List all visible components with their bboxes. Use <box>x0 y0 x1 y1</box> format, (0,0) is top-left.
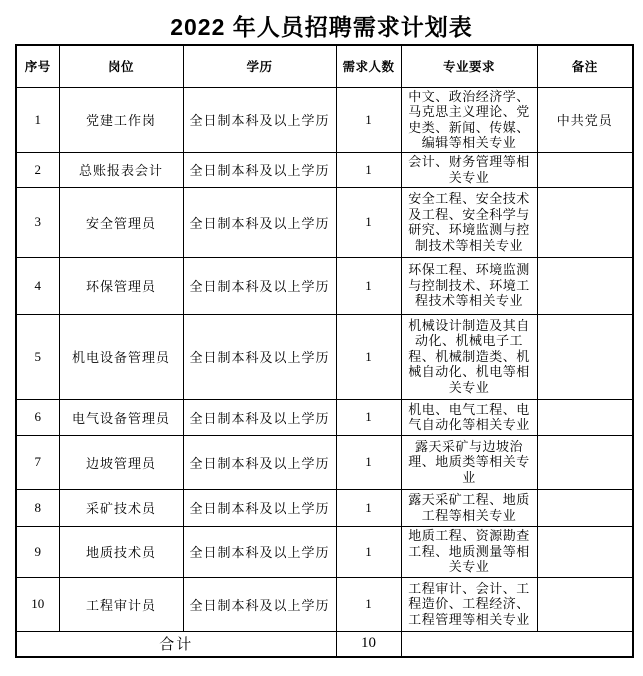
header-education: 学历 <box>183 45 336 87</box>
cell-position: 党建工作岗 <box>59 87 183 152</box>
table-row <box>16 489 633 526</box>
cell-position: 总账报表会计 <box>59 152 183 187</box>
cell-remark <box>537 152 633 187</box>
cell-education: 全日制本科及以上学历 <box>183 187 336 257</box>
footer-total-label: 合计 <box>16 631 336 657</box>
cell-no: 3 <box>16 187 59 257</box>
cell-no: 8 <box>16 489 59 526</box>
recruitment-plan-table <box>15 44 634 658</box>
cell-requirements: 环保工程、环境监测与控制技术、环境工程技术等相关专业 <box>401 257 537 314</box>
cell-requirements: 露天采矿与边坡治理、地质类等相关专业 <box>401 435 537 489</box>
table-row <box>16 87 633 152</box>
cell-remark <box>537 435 633 489</box>
table-row <box>16 257 633 314</box>
cell-remark <box>537 526 633 577</box>
cell-education: 全日制本科及以上学历 <box>183 152 336 187</box>
cell-education: 全日制本科及以上学历 <box>183 577 336 631</box>
cell-remark <box>537 489 633 526</box>
header-requirements: 专业要求 <box>401 45 537 87</box>
cell-remark: 中共党员 <box>537 87 633 152</box>
table-row <box>16 526 633 577</box>
cell-requirements: 地质工程、资源勘查工程、地质测量等相关专业 <box>401 526 537 577</box>
cell-requirements: 安全工程、安全技术及工程、安全科学与研究、环境监测与控制技术等相关专业 <box>401 187 537 257</box>
cell-no: 7 <box>16 435 59 489</box>
table-footer-row <box>16 631 633 657</box>
cell-position: 安全管理员 <box>59 187 183 257</box>
cell-count: 1 <box>336 489 401 526</box>
cell-education: 全日制本科及以上学历 <box>183 435 336 489</box>
cell-count: 1 <box>336 187 401 257</box>
cell-count: 1 <box>336 577 401 631</box>
cell-no: 4 <box>16 257 59 314</box>
cell-education: 全日制本科及以上学历 <box>183 489 336 526</box>
cell-no: 9 <box>16 526 59 577</box>
cell-education: 全日制本科及以上学历 <box>183 314 336 399</box>
cell-education: 全日制本科及以上学历 <box>183 87 336 152</box>
table-row <box>16 435 633 489</box>
cell-count: 1 <box>336 314 401 399</box>
cell-count: 1 <box>336 435 401 489</box>
cell-requirements: 露天采矿工程、地质工程等相关专业 <box>401 489 537 526</box>
cell-position: 机电设备管理员 <box>59 314 183 399</box>
cell-count: 1 <box>336 526 401 577</box>
table-row <box>16 577 633 631</box>
table-row <box>16 399 633 435</box>
cell-remark <box>537 399 633 435</box>
cell-requirements: 机电、电气工程、电气自动化等相关专业 <box>401 399 537 435</box>
cell-count: 1 <box>336 87 401 152</box>
cell-requirements: 机械设计制造及其自动化、机械电子工程、机械制造类、机械自动化、机电等相关专业 <box>401 314 537 399</box>
cell-remark <box>537 187 633 257</box>
cell-education: 全日制本科及以上学历 <box>183 399 336 435</box>
cell-education: 全日制本科及以上学历 <box>183 526 336 577</box>
cell-requirements: 工程审计、会计、工程造价、工程经济、工程管理等相关专业 <box>401 577 537 631</box>
page-title: 2022 年人员招聘需求计划表 <box>170 14 473 40</box>
cell-count: 1 <box>336 152 401 187</box>
cell-no: 6 <box>16 399 59 435</box>
cell-count: 1 <box>336 399 401 435</box>
footer-empty-cell <box>401 631 633 657</box>
header-no: 序号 <box>16 45 59 87</box>
cell-position: 地质技术员 <box>59 526 183 577</box>
header-position: 岗位 <box>59 45 183 87</box>
footer-total-value: 10 <box>336 631 401 657</box>
cell-no: 5 <box>16 314 59 399</box>
cell-remark <box>537 577 633 631</box>
table-row <box>16 314 633 399</box>
cell-count: 1 <box>336 257 401 314</box>
cell-remark <box>537 257 633 314</box>
cell-no: 1 <box>16 87 59 152</box>
header-count: 需求人数 <box>336 45 401 87</box>
table-row <box>16 187 633 257</box>
cell-no: 10 <box>16 577 59 631</box>
table-header-row <box>16 45 633 87</box>
cell-position: 环保管理员 <box>59 257 183 314</box>
cell-position: 边坡管理员 <box>59 435 183 489</box>
cell-requirements: 会计、财务管理等相关专业 <box>401 152 537 187</box>
cell-remark <box>537 314 633 399</box>
cell-no: 2 <box>16 152 59 187</box>
table-row <box>16 152 633 187</box>
cell-position: 采矿技术员 <box>59 489 183 526</box>
header-remark: 备注 <box>537 45 633 87</box>
cell-position: 工程审计员 <box>59 577 183 631</box>
cell-requirements: 中文、政治经济学、马克思主义理论、党史类、新闻、传媒、编辑等相关专业 <box>401 87 537 152</box>
cell-position: 电气设备管理员 <box>59 399 183 435</box>
cell-education: 全日制本科及以上学历 <box>183 257 336 314</box>
